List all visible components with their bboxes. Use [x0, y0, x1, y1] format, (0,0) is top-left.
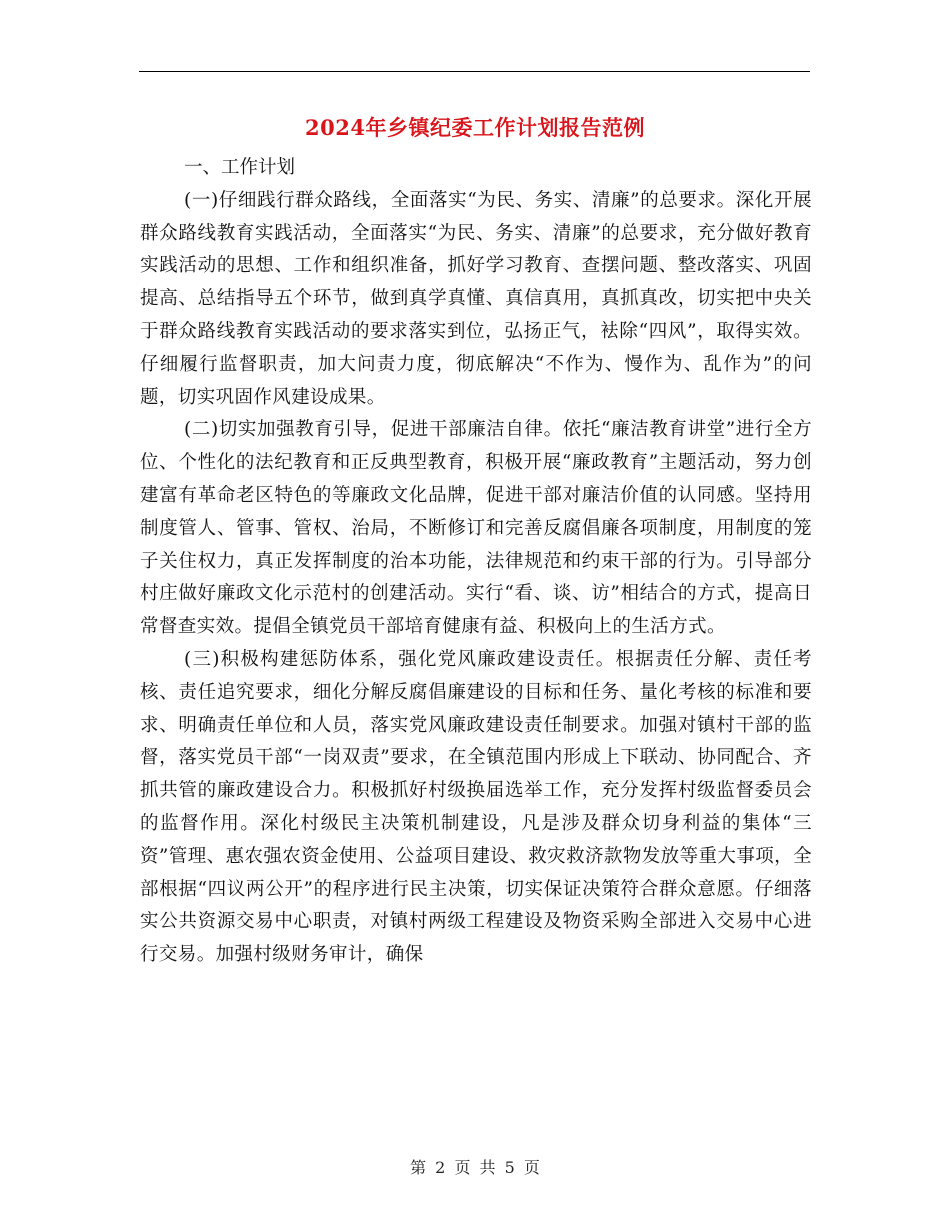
paragraph-1: (一)仔细践行群众路线，全面落实“为民、务实、清廉”的总要求。深化开展群众路线教育实践活动，全面落实“为民、务实、清廉”的总要求，充分做好教育实践活动的思想、工作和组织准备，抓好学习教育、查摆问题、整改落实、巩固提高、总结指导五个环节，做到真学真懂、真信真用，真抓真改，切实把中央关于群众路线教育实践活动的要求落实到位，弘扬正气，袪除“四风”，取得实效。仔细履行监督职责，加大问责力度，彻底解决“不作为、慢作为、乱作为”的问题，切实巩固作风建设成果。 [140, 189, 812, 408]
header-rule [139, 71, 810, 72]
document-title: 2024年乡镇纪委工作计划报告范例 [305, 115, 645, 140]
section-heading: 一、工作计划 [184, 157, 296, 178]
paragraph-2: (二)切实加强教育引导，促进干部廉洁自律。依托“廉洁教育讲堂”进行全方位、个性化的法纪教育和正反典型教育，积极开展“廉政教育”主题活动，努力创建富有革命老区特色的等廉政文化品牌，促进干部对廉洁价值的认同感。坚持用制度管人、管事、管权、治局，不断修订和完善反腐倡廉各项制度，用制度的笼子关住权力，真正发挥制度的治本功能，法律规范和约束干部的行为。引导部分村庄做好廉政文化示范村的创建活动。实行“看、谈、访”相结合的方式，提高日常督查实效。提倡全镇党员干部培育健康有益、积极向上的生活方式。 [140, 419, 812, 638]
page-number: 第 2 页 共 5 页 [410, 1158, 540, 1177]
document-body [140, 152, 812, 972]
paragraph-3: (三)积极构建惩防体系，强化党风廉政建设责任。根据责任分解、责任考核、责任追究要求，细化分解反腐倡廉建设的目标和任务、量化考核的标准和要求、明确责任单位和人员，落实党风廉政建设责任制要求。加强对镇村干部的监督，落实党员干部“一岗双责”要求，在全镇范围内形成上下联动、协同配合、齐抓共管的廉政建设合力。积极抓好村级换届选举工作，充分发挥村级监督委员会的监督作用。深化村级民主决策机制建设，凡是涉及群众切身利益的集体“三资”管理、惠农强农资金使用、公益项目建设、救灾救济款物发放等重大事项，全部根据“四议两公开”的程序进行民主决策，切实保证决策符合群众意愿。仔细落实公共资源交易中心职责，对镇村两级工程建设及物资采购全部进入交易中心进行交易。加强村级财务审计，确保 [140, 648, 812, 966]
